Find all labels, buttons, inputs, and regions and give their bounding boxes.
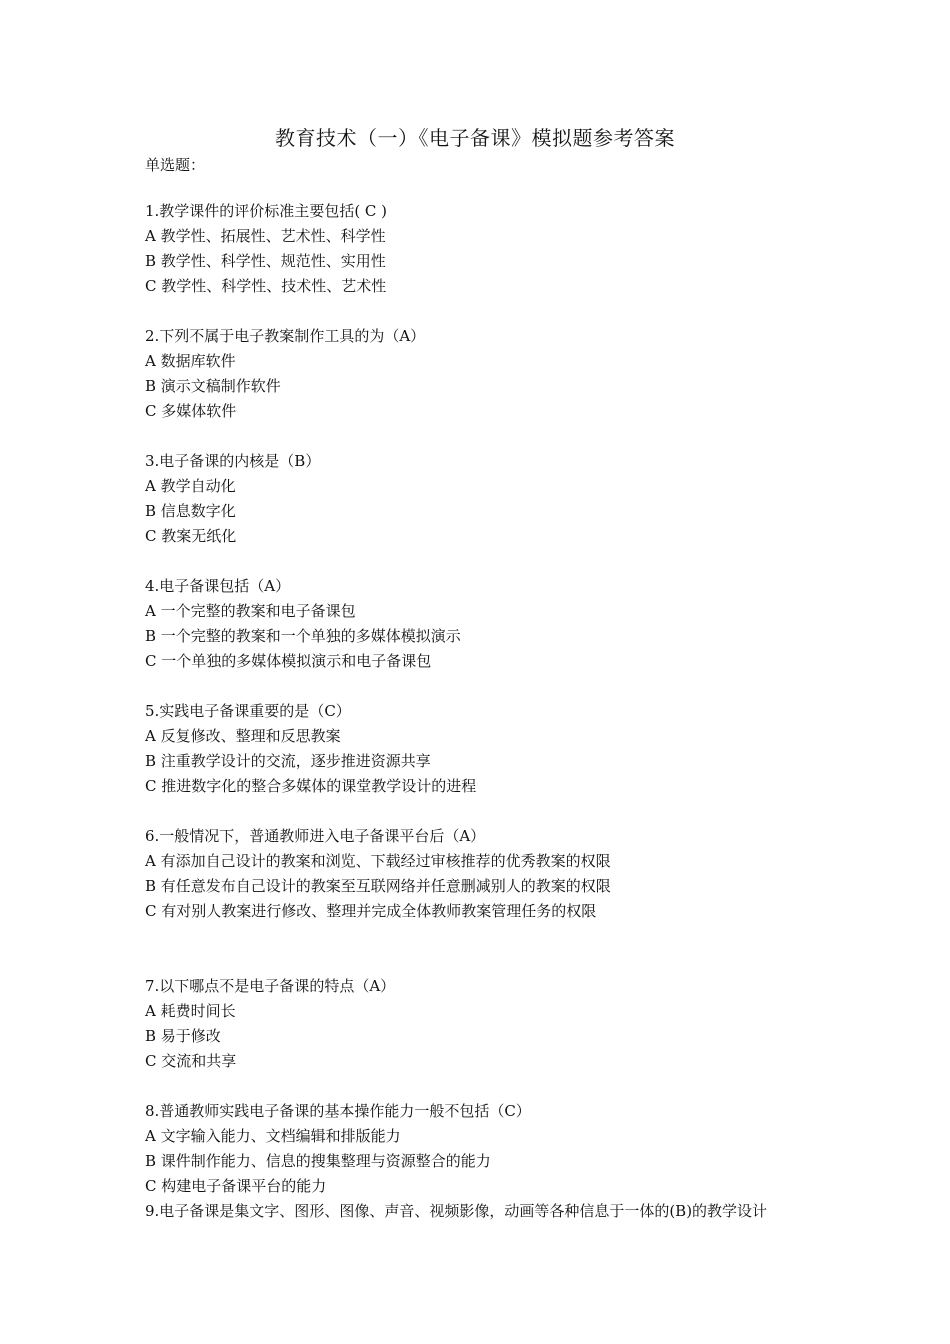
question-stem: 3.电子备课的内核是（B） [145,452,321,470]
option-a: A 数据库软件 [145,352,236,370]
option-b: B 有任意发布自己设计的教案至互联网络并任意删减别人的教案的权限 [145,877,611,895]
section-heading: 单选题： [145,156,206,174]
question-9 [145,1199,845,1224]
question-8 [145,1099,845,1199]
option-a: A 一个完整的教案和电子备课包 [145,602,356,620]
option-b: B 注重教学设计的交流，逐步推进资源共享 [145,752,431,770]
option-b: B 信息数字化 [145,502,236,520]
question-stem: 1.教学课件的评价标准主要包括( C ) [145,202,388,220]
question-7 [145,974,845,1074]
question-2 [145,324,845,424]
document-title: 教育技术（一）《电子备课》模拟题参考答案 [275,126,675,150]
question-stem: 2.下列不属于电子教案制作工具的为（A） [145,327,426,345]
option-c: C 教案无纸化 [145,527,237,545]
question-stem: 8.普通教师实践电子备课的基本操作能力一般不包括（C） [145,1102,531,1120]
question-3 [145,449,845,549]
option-c: C 教学性、科学性、技术性、艺术性 [145,277,387,295]
option-a: A 耗费时间长 [145,1002,236,1020]
option-b: B 课件制作能力、信息的搜集整理与资源整合的能力 [145,1152,491,1170]
option-c: C 多媒体软件 [145,402,237,420]
question-stem: 4.电子备课包括（A） [145,577,291,595]
option-c: C 构建电子备课平台的能力 [145,1177,327,1195]
option-c: C 交流和共享 [145,1052,237,1070]
option-a: A 教学性、拓展性、艺术性、科学性 [145,227,386,245]
option-b: B 一个完整的教案和一个单独的多媒体模拟演示 [145,627,461,645]
question-5 [145,699,845,799]
option-c: C 推进数字化的整合多媒体的课堂教学设计的进程 [145,777,477,795]
option-a: A 文字输入能力、文档编辑和排版能力 [145,1127,401,1145]
question-stem: 6.一般情况下，普通教师进入电子备课平台后（A） [145,827,486,845]
option-a: A 反复修改、整理和反思教案 [145,727,341,745]
option-b: B 演示文稿制作软件 [145,377,281,395]
question-list [145,199,845,1224]
option-b: B 易于修改 [145,1027,221,1045]
option-a: A 有添加自己设计的教案和浏览、下载经过审核推荐的优秀教案的权限 [145,852,611,870]
question-1 [145,199,845,299]
option-a: A 教学自动化 [145,477,236,495]
question-stem: 7.以下哪点不是电子备课的特点（A） [145,977,396,995]
question-6 [145,824,845,924]
question-stem: 5.实践电子备课重要的是（C） [145,702,351,720]
option-c: C 有对别人教案进行修改、整理并完成全体教师教案管理任务的权限 [145,902,597,920]
option-b: B 教学性、科学性、规范性、实用性 [145,252,386,270]
question-stem: 9.电子备课是集文字、图形、图像、声音、视频影像，动画等各种信息于一体的(B)的教学设计 [145,1202,768,1220]
question-4 [145,574,845,674]
option-c: C 一个单独的多媒体模拟演示和电子备课包 [145,652,432,670]
